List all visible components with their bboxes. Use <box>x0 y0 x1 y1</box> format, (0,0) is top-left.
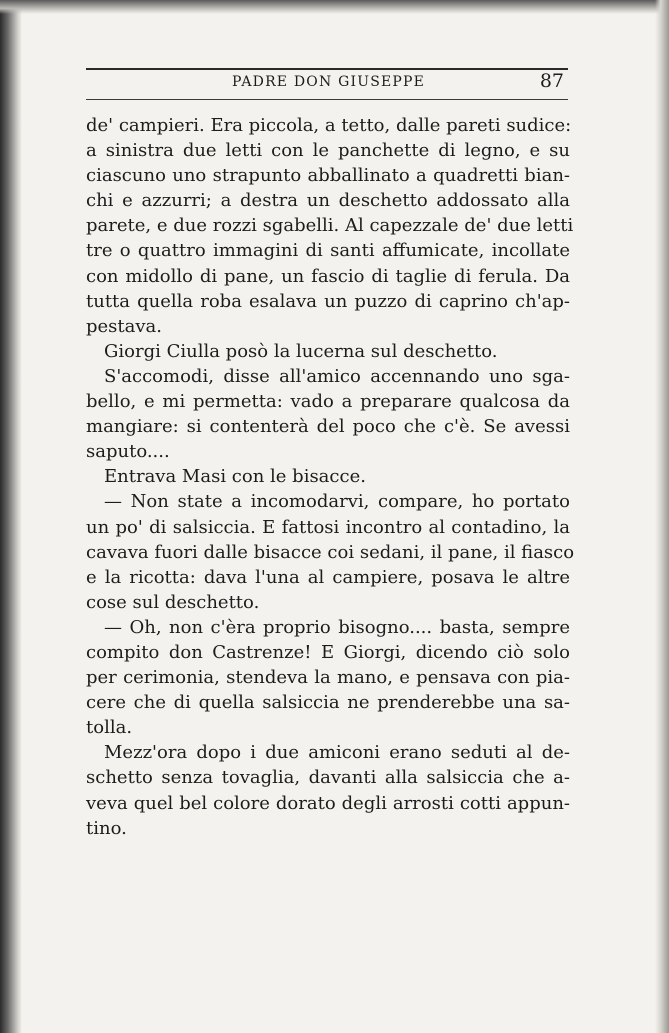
body-text <box>86 113 575 841</box>
text-line: cavava fuori dalle bisacce coi sedani, il pane, il fiasco <box>86 541 575 563</box>
text-line: tino. <box>86 817 127 839</box>
text-line: compito don Castrenze! E Giorgi, dicendo ciò solo <box>86 641 570 663</box>
text-line: S'accomodi, disse all'amico accennando uno sga- <box>104 365 570 387</box>
running-head <box>86 64 568 100</box>
text-line: tutta quella roba esalava un puzzo di caprino ch'ap- <box>86 290 570 312</box>
header-rule-top <box>86 68 568 70</box>
text-line: per cerimonia, stendeva la mano, e pensava con pia- <box>86 667 570 689</box>
text-line: — Non state a incomodarvi, compare, ho portato <box>104 491 570 513</box>
right-edge-shadow <box>655 0 669 1033</box>
header-rule-bottom <box>86 99 568 100</box>
text-line: a sinistra due letti con le panchette di legno, e su <box>86 140 570 162</box>
text-line: tolla. <box>86 717 133 739</box>
spine-shadow <box>0 0 22 1033</box>
text-line: tre o quattro immagini di santi affumicate, incollate <box>86 240 570 262</box>
text-line: con midollo di pane, un fascio di taglie di ferula. Da <box>86 265 570 287</box>
text-line: Giorgi Ciulla posò la lucerna sul deschetto. <box>104 340 498 362</box>
text-line: veva quel bel colore dorato degli arrosti cotti appun- <box>86 792 570 814</box>
text-line: cere che di quella salsiccia ne prenderebbe una sa- <box>86 692 570 714</box>
text-line: ciascuno uno strapunto abballinato a quadretti bian- <box>86 165 570 187</box>
page-number: 87 <box>539 70 564 92</box>
text-line: Entrava Masi con le bisacce. <box>104 466 366 488</box>
text-line: mangiare: si contenterà del poco che c'è. Se avessi <box>86 416 570 438</box>
text-line: schetto senza tovaglia, davanti alla salsiccia che a- <box>86 767 570 789</box>
text-line: de' campieri. Era piccola, a tetto, dalle pareti sudice: <box>86 115 572 136</box>
running-title: PADRE DON GIUSEPPE <box>232 74 426 90</box>
text-line: pestava. <box>86 315 162 337</box>
text-line: e la ricotta: dava l'una al campiere, posava le altre <box>86 566 570 588</box>
text-line: Mezz'ora dopo i due amiconi erano seduti al de- <box>104 742 570 764</box>
text-line: saputo.... <box>86 441 170 463</box>
text-line: cose sul deschetto. <box>86 591 260 613</box>
text-line: chi e azzurri; a destra un deschetto addossato alla <box>86 190 570 212</box>
top-edge-shadow <box>0 0 669 14</box>
text-line: bello, e mi permetta: vado a preparare qualcosa da <box>86 391 570 413</box>
text-line: — Oh, non c'èra proprio bisogno.... basta, sempre <box>104 616 570 638</box>
text-line: un po' di salsiccia. E fattosi incontro al contadino, la <box>86 516 570 538</box>
text-line: parete, e due rozzi sgabelli. Al capezzale de' due letti <box>86 215 574 237</box>
